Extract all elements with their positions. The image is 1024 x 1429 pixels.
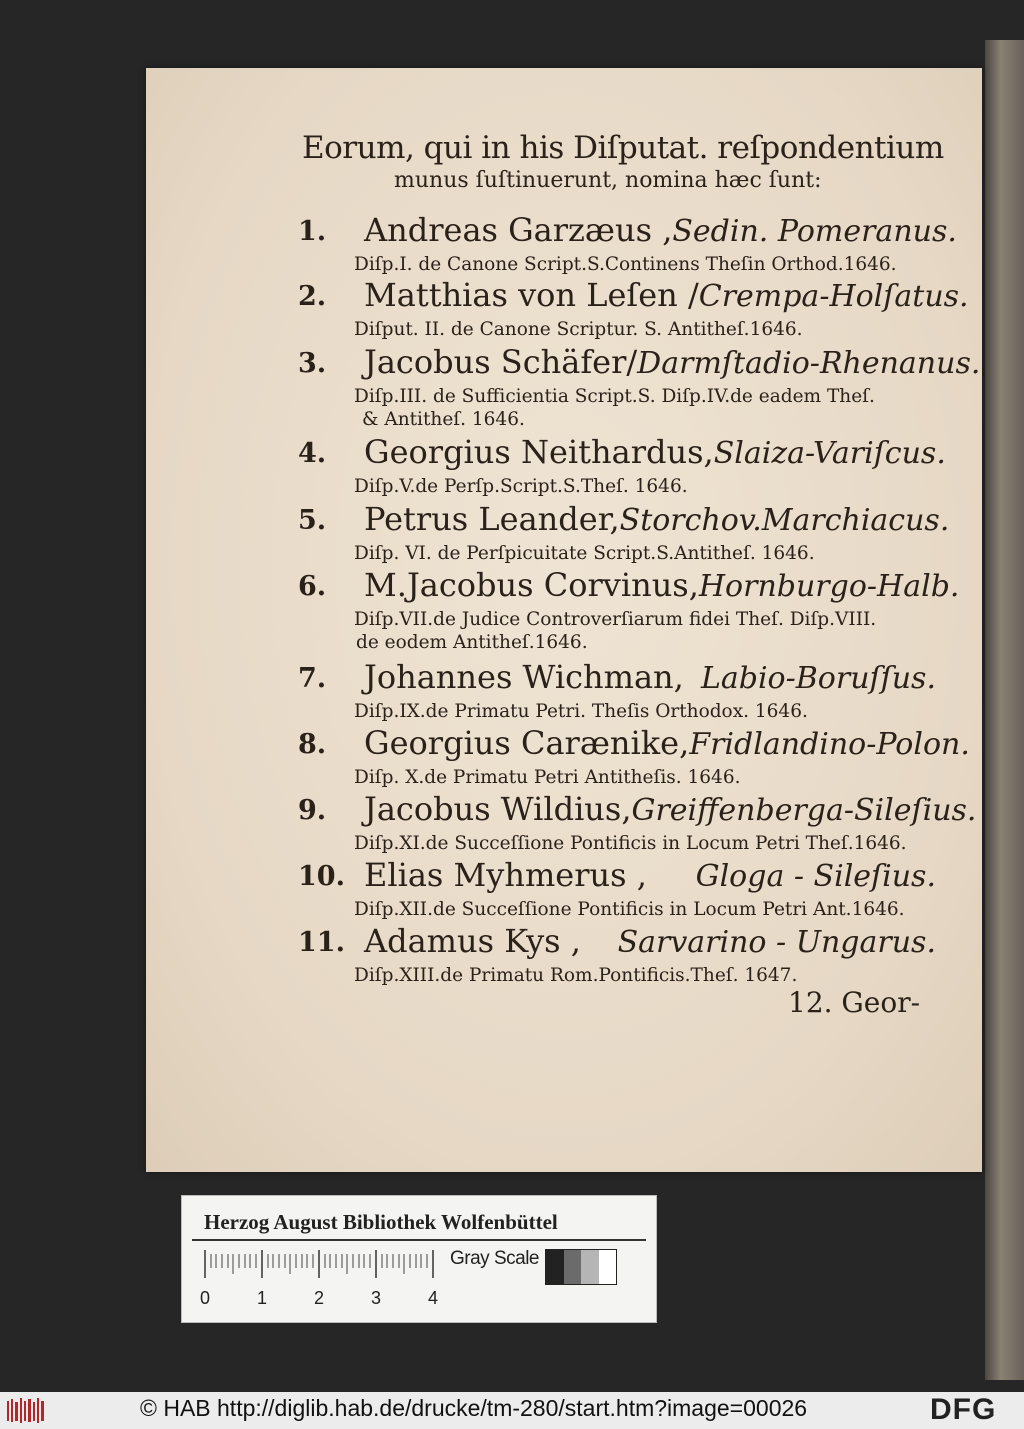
entry-place: Gloga - Sileſius.: [695, 859, 936, 894]
entry-number: 8.: [298, 729, 327, 760]
entry-disputation-line: Diſp.III. de Sufficientia Script.S. Diſp.IV.de eadem Theſ.: [354, 386, 875, 407]
entry-place: Greiffenberga-Sileſius.: [631, 793, 977, 828]
entry-disputation: [354, 385, 932, 431]
entry-name-line: [364, 500, 950, 540]
entry-name-line: [364, 856, 936, 896]
entry-disputation: Diſp. VI. de Perſpicuitate Script.S.Antitheſ. 1646.: [354, 543, 815, 564]
entry-disputation: Diſp.XIII.de Primatu Rom.Pontificis.Theſ. 1647.: [354, 965, 798, 986]
entry-disputation: Diſp.I. de Canone Script.S.Continens Theſin Orthod.1646.: [354, 254, 897, 275]
entry-disputation-line: de eodem Antitheſ.1646.: [356, 632, 588, 653]
entry-name-line: [364, 790, 977, 830]
heading-line-2: munus ſuſtinuerunt, nomina hæc ſunt:: [394, 168, 822, 193]
gray-swatch: [546, 1250, 564, 1284]
copyright-link[interactable]: © HAB http://diglib.hab.de/drucke/tm-280/start.htm?image=00026: [140, 1395, 808, 1421]
ruler-number: 3: [371, 1288, 382, 1308]
entry-disputation: Diſp. X.de Primatu Petri Antitheſis. 1646.: [354, 767, 741, 788]
entry-disputation: Diſput. II. de Canone Scriptur. S. Antitheſ.1646.: [354, 319, 803, 340]
heading-line-1: Eorum, qui in his Diſputat. reſpondentium: [302, 130, 944, 166]
entry-disputation-line: Diſp.VII.de Judice Controverſiarum fidei Theſ. Diſp.VIII.: [354, 609, 877, 630]
document-page: [146, 68, 982, 1172]
entry-place: Sedin. Pomeranus.: [672, 214, 957, 249]
entry-number: 7.: [298, 663, 327, 694]
entry-number: 11.: [298, 927, 345, 958]
page-text: [146, 68, 982, 1172]
entry-name: Georgius Carænike,: [364, 724, 690, 762]
entry-number: 5.: [298, 505, 327, 536]
ruler-number: 4: [428, 1288, 439, 1308]
entry-name-line: [364, 566, 960, 606]
entry-place: Labio-Boruſſus.: [700, 661, 936, 696]
entry-disputation-line: & Antitheſ. 1646.: [362, 409, 525, 430]
gray-swatch: [599, 1250, 617, 1284]
entry-place: Slaiza-Variſcus.: [713, 436, 946, 471]
entry-name: Adamus Kys ,: [364, 922, 581, 960]
entry-number: 6.: [298, 571, 327, 602]
entry-name: Matthias von Leſen /: [364, 276, 699, 314]
entry-name-line: [364, 211, 957, 251]
entry-name: Jacobus Wildius,: [364, 790, 632, 828]
entry-place: Storchov.Marchiacus.: [619, 503, 950, 538]
adjacent-page-edge: [985, 40, 1024, 1380]
entry-name-line: [364, 724, 970, 764]
entry-number: 10.: [298, 861, 345, 892]
gray-scale-label: Gray Scale: [450, 1248, 539, 1269]
entry-name-line: [364, 658, 936, 698]
entry-name-line: [364, 276, 969, 316]
entry-disputation: Diſp.IX.de Primatu Petri. Theſis Orthodox. 1646.: [354, 701, 808, 722]
gray-scale-swatches: [545, 1249, 617, 1285]
entry-disputation: Diſp.V.de Perſp.Script.S.Theſ. 1646.: [354, 476, 688, 497]
entry-name: Andreas Garzæus ,: [364, 211, 673, 249]
institution-name: Herzog August Bibliothek Wolfenbüttel: [204, 1210, 558, 1234]
entry-name-line: [364, 343, 981, 383]
entry-name: M.Jacobus Corvinus,: [364, 566, 699, 604]
entry-number: 2.: [298, 281, 327, 312]
gray-swatch: [581, 1250, 599, 1284]
entry-name: Elias Myhmerus ,: [364, 856, 647, 894]
footer-bar: [0, 1392, 1024, 1429]
entry-place: Fridlandino-Polon.: [689, 727, 970, 762]
card-divider: [192, 1239, 646, 1241]
entry-place: Sarvarino - Ungarus.: [617, 925, 936, 960]
entry-name: Georgius Neithardus,: [364, 433, 714, 471]
entry-number: 4.: [298, 438, 327, 469]
gray-swatch: [564, 1250, 582, 1284]
ruler-number: 2: [314, 1288, 325, 1308]
entry-name: Petrus Leander,: [364, 500, 620, 538]
entry-place: Crempa-Holſatus.: [698, 279, 969, 314]
ruler-numbers: [200, 1288, 460, 1312]
ruler: [204, 1250, 436, 1280]
entry-place: Hornburgo-Halb.: [698, 569, 960, 604]
entry-name: Jacobus Schäfer/: [364, 343, 638, 381]
dfg-logo: DFG: [930, 1393, 997, 1426]
entry-name-line: [364, 922, 936, 962]
ruler-number: 1: [257, 1288, 268, 1308]
scale-card: [181, 1195, 657, 1323]
catchword: 12. Geor-: [788, 986, 921, 1019]
entry-number: 9.: [298, 795, 327, 826]
entry-disputation: [354, 608, 932, 654]
barcode-icon: [6, 1397, 46, 1424]
ruler-number: 0: [200, 1288, 211, 1308]
entry-disputation: Diſp.XII.de Succeſſione Pontificis in Locum Petri Ant.1646.: [354, 899, 905, 920]
entry-number: 1.: [298, 216, 327, 247]
entry-place: Darmſtadio-Rhenanus.: [637, 346, 981, 381]
entry-name-line: [364, 433, 946, 473]
entry-disputation: Diſp.XI.de Succeſſione Pontificis in Locum Petri Theſ.1646.: [354, 833, 907, 854]
entry-name: Johannes Wichman,: [364, 658, 684, 696]
entry-number: 3.: [298, 348, 327, 379]
